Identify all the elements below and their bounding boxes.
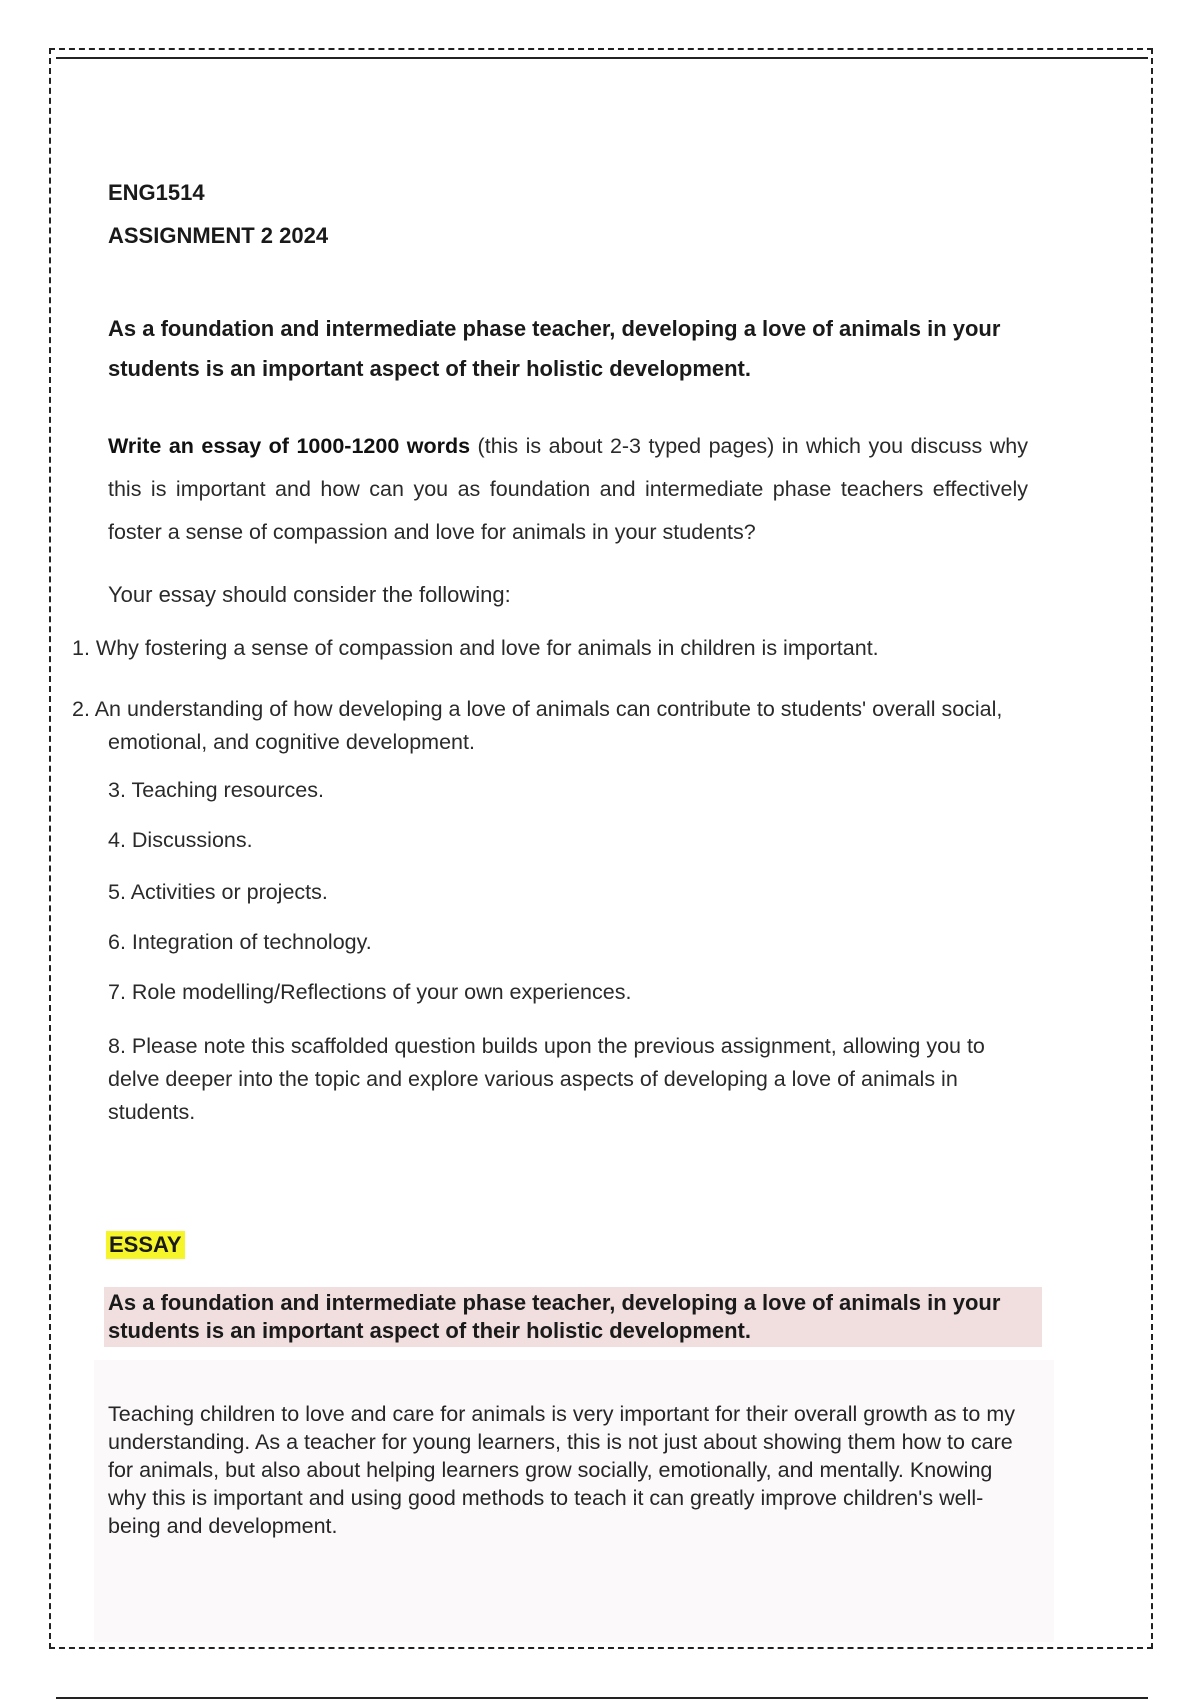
course-code: ENG1514 (108, 180, 205, 205)
list-item: 3. Teaching resources. (108, 778, 324, 802)
list-item: 4. Discussions. (108, 828, 253, 852)
assignment-title: ASSIGNMENT 2 2024 (108, 223, 329, 248)
top-rule (56, 57, 1148, 59)
essay-heading: ESSAY (106, 1231, 185, 1259)
assignment-question: As a foundation and intermediate phase teacher, developing a love of animals in your students is an important aspect of their holistic development. (108, 316, 1001, 381)
essay-question: As a foundation and intermediate phase teacher, developing a love of animals in your students is an important aspect of their holistic development. (104, 1287, 1042, 1347)
essay-instruction (108, 425, 1028, 554)
list-item: 5. Activities or projects. (108, 880, 328, 904)
bottom-rule (56, 1697, 1148, 1699)
list-item: 8. Please note this scaffolded question builds upon the previous assignment, allowing you to delve deeper into the topic and explore various aspects of developing a love of animals in students. (108, 1034, 985, 1124)
list-item: 7. Role modelling/Reflections of your own experiences. (108, 980, 632, 1004)
list-item: 1. Why fostering a sense of compassion and love for animals in children is important. (72, 636, 879, 660)
essay-body: Teaching children to love and care for animals is very important for their overall growth as to my understanding. As a teacher for young learners, this is not just about showing them how to care for animals, but also about helping learners grow socially, emotionally, and mentally. Knowing why this is important and using good methods to teach it can greatly improve children's well-being and development. (108, 1402, 1015, 1538)
list-item: 6. Integration of technology. (108, 930, 372, 954)
list-item: 2. An understanding of how developing a love of animals can contribute to students' overall social, emotional, and cognitive development. (72, 697, 1003, 754)
instruction-bold: Write an essay of 1000-1200 words (108, 434, 471, 458)
consider-intro: Your essay should consider the following: (108, 582, 511, 607)
instruction-rest: (this is about 2-3 typed pages) in which you discuss why this is important and how can you as foundation and intermediate phase teachers effectively foster a sense of compassion and love for animals in your students? (108, 434, 1029, 544)
